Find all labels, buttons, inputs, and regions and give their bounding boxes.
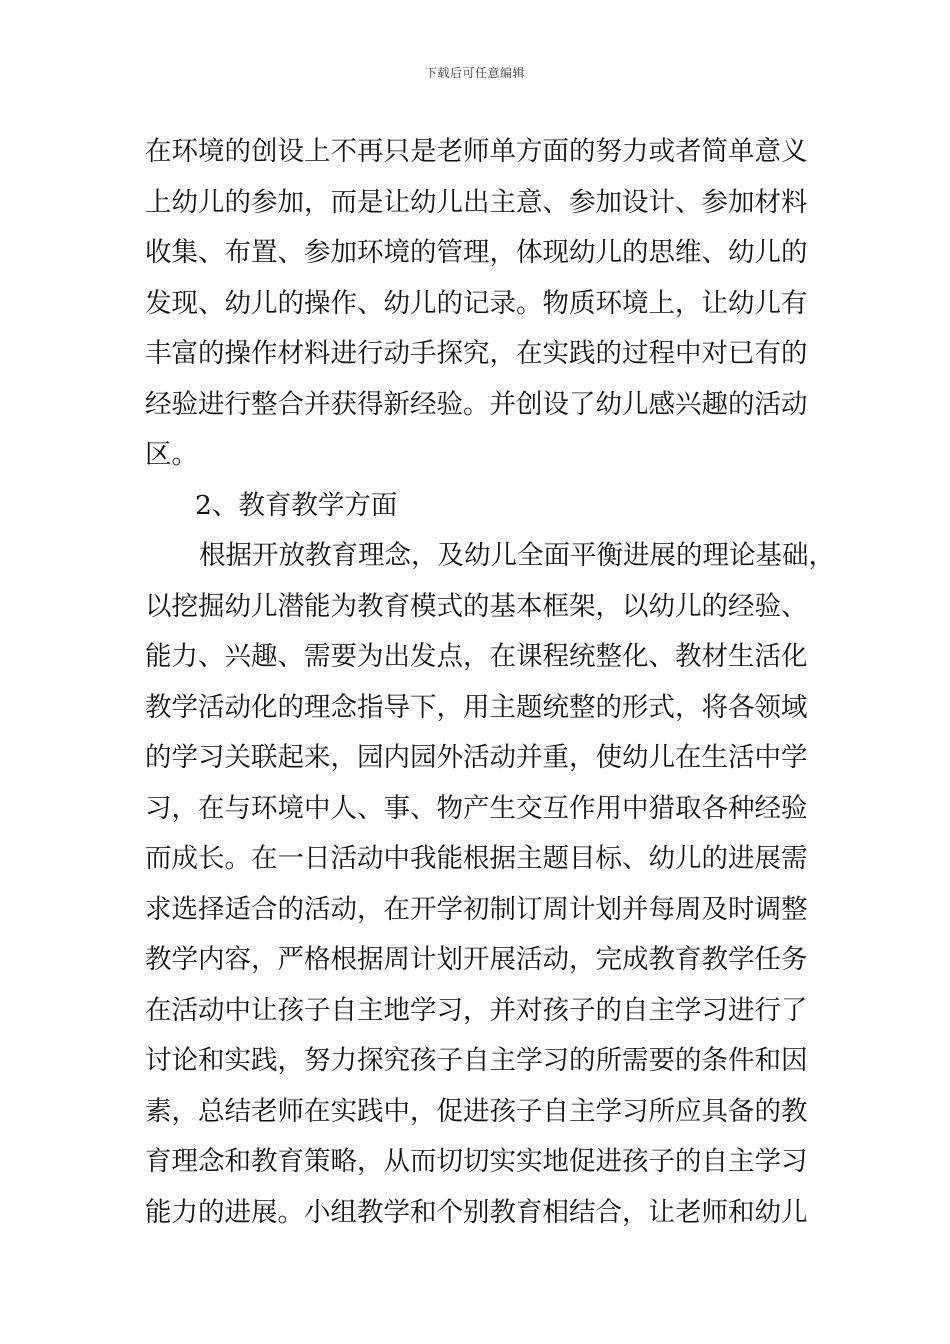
text-line: 素，总结老师在实践中，促进孩子自主学习所应具备的教 bbox=[145, 1095, 808, 1127]
text-line: 而成长。在一日活动中我能根据主题目标、幼儿的进展需 bbox=[145, 843, 808, 874]
text-line: 教学内容，严格根据周计划开展活动，完成教育教学任务 bbox=[145, 944, 808, 975]
text-line: 教学活动化的理念指导下，用主题统整的形式，将各领域 bbox=[145, 691, 808, 723]
text-line: 求选择适合的活动，在开学初制订周计划并每周及时调整 bbox=[145, 893, 808, 925]
section-heading: 2、教育教学方面 bbox=[195, 489, 398, 521]
text-line: 能力的进展。小组教学和个别教育相结合，让老师和幼儿 bbox=[145, 1196, 808, 1228]
text-line: 以挖掘幼儿潜能为教育模式的基本框架，以幼儿的经验、 bbox=[145, 590, 808, 622]
text-line: 丰富的操作材料进行动手探究，在实践的过程中对已有的 bbox=[145, 338, 808, 369]
text-line: 讨论和实践，努力探究孩子自主学习的所需要的条件和因 bbox=[145, 1045, 808, 1076]
document-body bbox=[145, 127, 835, 1238]
text-line: 育理念和教育策略，从而切切实实地促进孩子的自主学习 bbox=[145, 1146, 808, 1177]
text-line: 能力、兴趣、需要为出发点，在课程统整化、教材生活化 bbox=[145, 641, 808, 672]
text-line: 经验进行整合并获得新经验。并创设了幼儿感兴趣的活动 bbox=[145, 388, 808, 420]
text-line: 在活动中让孩子自主地学习，并对孩子的自主学习进行了 bbox=[145, 994, 808, 1026]
text-line: 区。 bbox=[145, 439, 198, 470]
text-line: 在环境的创设上不再只是老师单方面的努力或者简单意义 bbox=[145, 136, 808, 167]
text-line: 的学习关联起来，园内园外活动并重，使幼儿在生活中学 bbox=[145, 742, 808, 773]
text-line: 收集、布置、参加环境的管理，体现幼儿的思维、幼儿的 bbox=[145, 237, 808, 268]
text-line: 发现、幼儿的操作、幼儿的记录。物质环境上，让幼儿有 bbox=[145, 287, 808, 319]
header-note: 下载后可任意编辑 bbox=[424, 66, 525, 80]
text-line: 根据开放教育理念，及幼儿全面平衡进展的理论基础， bbox=[199, 540, 835, 571]
text-line: 上幼儿的参加，而是让幼儿出主意、参加设计、参加材料 bbox=[145, 186, 808, 218]
text-line: 习，在与环境中人、事、物产生交互作用中猎取各种经验 bbox=[145, 792, 808, 824]
